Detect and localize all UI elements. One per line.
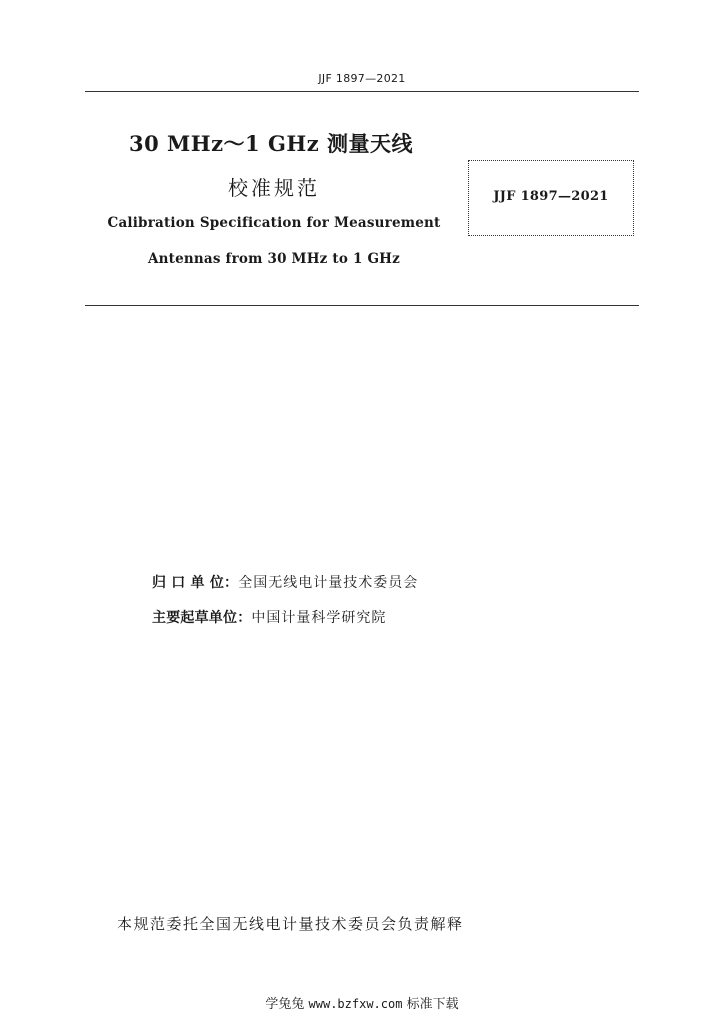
drafting-unit-value: 中国计量科学研究院 (251, 610, 387, 626)
title-english-line1: Calibration Specification for Measurement (107, 215, 441, 231)
footer-url-link[interactable]: www.bzfxw.com (308, 997, 403, 1011)
header-divider (85, 91, 639, 92)
header-standard-code: JJF 1897—2021 (318, 72, 406, 85)
footer-tagline: 标准下载 (406, 997, 459, 1012)
responsible-unit-row (152, 572, 418, 592)
standard-code-box-text: JJF 1897—2021 (493, 189, 609, 204)
interpretation-note: 本规范委托全国无线电计量技术委员会负责解释 (117, 915, 464, 933)
title-chinese-line1: 30 MHz～1 GHz 测量天线 (129, 131, 413, 156)
title-english-line2: Antennas from 30 MHz to 1 GHz (147, 251, 401, 267)
title-divider (85, 305, 639, 306)
drafting-unit-row (152, 607, 386, 627)
footer-site-name: 学兔兔 (265, 997, 305, 1012)
title-chinese-line2: 校准规范 (228, 176, 320, 200)
responsible-unit-label: 归 口 单 位： (152, 575, 239, 591)
responsible-unit-value: 全国无线电计量技术委员会 (238, 575, 419, 591)
drafting-unit-label: 主要起草单位： (152, 610, 252, 626)
footer-watermark (0, 993, 724, 1012)
